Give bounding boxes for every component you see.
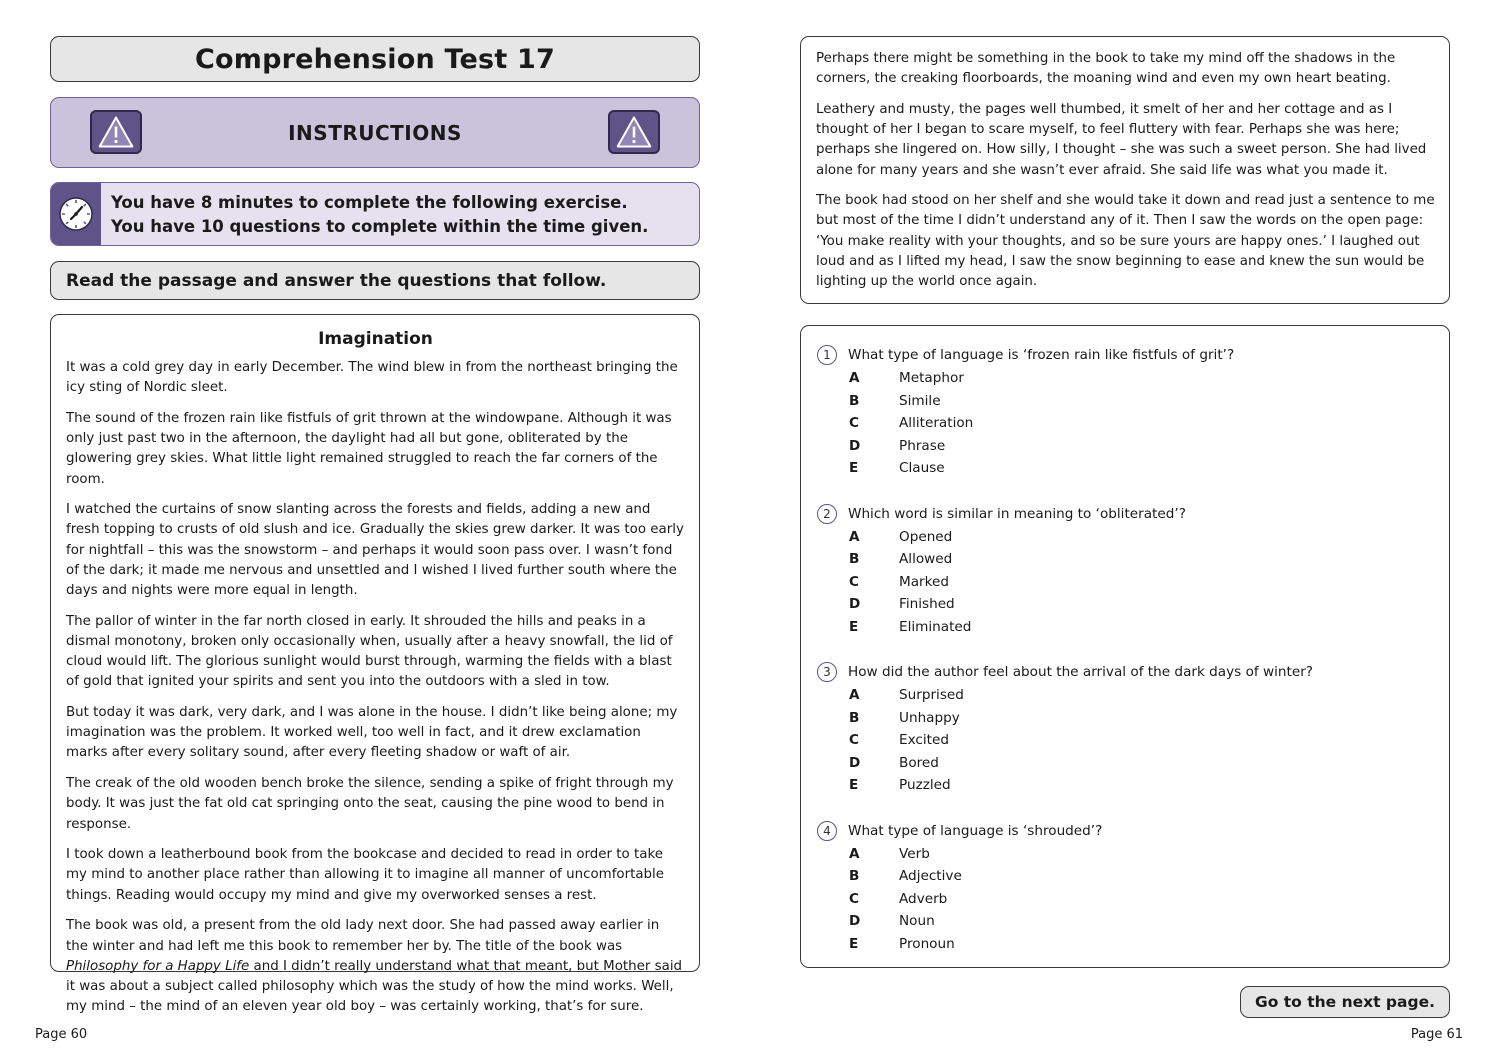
passage-title: Imagination xyxy=(318,329,433,349)
warning-triangle-icon xyxy=(608,110,660,154)
question-header xyxy=(817,343,1435,367)
question-header xyxy=(817,660,1435,684)
question-number-badge: 4 xyxy=(817,821,837,841)
option-text: Adjective xyxy=(899,868,962,885)
answer-option[interactable] xyxy=(817,457,1435,480)
option-letter: D xyxy=(849,913,861,930)
answer-option[interactable] xyxy=(817,571,1435,594)
option-letter: E xyxy=(849,935,859,952)
question-header xyxy=(817,502,1435,526)
passage-paragraph: The book had stood on her shelf and she would take it down and read just a sentence to me but most of the time I didn’t understand any of it. Then I saw the words on the open page: ‘You make reality with your thoughts, and so be sure yours are happy ones.’ I laughed out loud and as I lifted my head, I saw the snow beginning to ease and knew the sun would be lighting up the world once again. xyxy=(816,193,1435,290)
option-text: Simile xyxy=(899,392,941,409)
option-text: Marked xyxy=(899,573,950,590)
answer-option[interactable] xyxy=(817,752,1435,775)
passage-paragraph: Perhaps there might be something in the book to take my mind off the shadows in the corners, the creaking floorboards, the moaning wind and even my own heart beating. xyxy=(816,51,1396,87)
option-letter: B xyxy=(849,392,860,409)
option-text: Bored xyxy=(899,754,939,771)
answer-option[interactable] xyxy=(817,774,1435,797)
warning-triangle-icon xyxy=(90,110,142,154)
option-text: Allowed xyxy=(899,551,953,568)
option-letter: A xyxy=(849,370,860,387)
answer-option[interactable] xyxy=(817,616,1435,639)
passage-paragraph: The pallor of winter in the far north closed in early. It shrouded the hills and peaks in a dismal monotony, broken only occasionally when, usually after a heavy snowfall, the lid of cloud would lift. The glorious sunlight would burst through, warming the fields with a blast of gold that ignited your spirits and sent you into the outdoors with a sled in tow. xyxy=(66,613,673,690)
passage-continuation-panel xyxy=(800,36,1450,304)
option-text: Unhappy xyxy=(899,709,960,726)
question-number-badge: 1 xyxy=(817,345,837,365)
question-text: Which word is similar in meaning to ‘obliterated’? xyxy=(848,505,1186,522)
answer-option[interactable] xyxy=(817,843,1435,866)
option-letter: C xyxy=(849,415,859,432)
passage-paragraph: It was a cold grey day in early December. The wind blew in from the northeast bringing the icy sting of Nordic sleet. xyxy=(66,360,678,396)
option-text: Finished xyxy=(899,596,955,613)
option-letter: D xyxy=(849,754,861,771)
option-letter: E xyxy=(849,618,859,635)
answer-option[interactable] xyxy=(817,684,1435,707)
option-text: Eliminated xyxy=(899,618,972,635)
read-instruction-bar xyxy=(50,261,700,300)
book-title: Philosophy for a Happy Life xyxy=(66,958,250,974)
option-letter: D xyxy=(849,437,861,454)
instructions-label: INSTRUCTIONS xyxy=(288,120,462,145)
question-item xyxy=(817,343,1435,480)
passage-paragraph: The sound of the frozen rain like fistfuls of grit thrown at the windowpane. Although it was only just past two in the afternoon, the daylight had all but gone, obliterated by the glowering grey skies. What little light remained struggled to reach the far corners of the room. xyxy=(66,410,672,487)
timer-banner xyxy=(50,182,700,246)
question-item xyxy=(817,660,1435,797)
option-text: Excited xyxy=(899,732,949,749)
passage-paragraph: Leathery and musty, the pages well thumbed, it smelt of her and her cottage and as I thought of her I began to scare myself, to feel fluttery with fear. Perhaps she was here; perhaps she lingered on. How silly, I thought – she was such a sweet person. She had lived alone for many years and she wasn’t ever afraid. She said life was what you made it. xyxy=(816,101,1427,178)
option-text: Puzzled xyxy=(899,777,951,794)
passage-paragraph: The creak of the old wooden bench broke the silence, sending a spike of fright through my body. It was just the fat old cat springing onto the seat, causing the pine wood to bend in response. xyxy=(66,776,674,832)
question-count-text: You have 10 questions to complete within the time given. xyxy=(111,217,649,236)
test-title-bar xyxy=(50,36,700,82)
passage-paragraph: But today it was dark, very dark, and I was alone in the house. I didn’t like being alone; my imagination was the problem. It worked well, too well in fact, and it drew exclamation marks after every solitary sound, after every fleeting shadow or waft of air. xyxy=(66,705,678,761)
option-letter: B xyxy=(849,709,860,726)
time-limit-text: You have 8 minutes to complete the following exercise. xyxy=(111,193,628,212)
option-letter: B xyxy=(849,551,860,568)
option-text: Adverb xyxy=(899,890,948,907)
instructions-banner xyxy=(50,97,700,168)
answer-option[interactable] xyxy=(817,865,1435,888)
question-text: What type of language is ‘shrouded’? xyxy=(848,822,1103,839)
question-text: What type of language is ‘frozen rain like fistfuls of grit’? xyxy=(848,347,1235,363)
option-text: Surprised xyxy=(899,687,964,704)
answer-option[interactable] xyxy=(817,526,1435,549)
passage-paragraph xyxy=(66,916,685,1017)
option-letter: A xyxy=(849,845,860,862)
paragraph-text: The book was old, a present from the old lady next door. She had passed away earlier in the winter and had left me this book to remember her by. The title of the book was xyxy=(66,918,660,954)
answer-option[interactable] xyxy=(817,435,1435,458)
option-text: Clause xyxy=(899,460,945,477)
answer-option[interactable] xyxy=(817,548,1435,571)
option-letter: A xyxy=(849,528,860,545)
option-text: Verb xyxy=(899,845,930,862)
option-letter: A xyxy=(849,687,860,704)
passage-panel xyxy=(50,314,700,1015)
next-page-button[interactable]: Go to the next page. xyxy=(1240,986,1450,1018)
option-letter: C xyxy=(849,732,859,749)
question-item xyxy=(817,819,1435,956)
page-title: Comprehension Test 17 xyxy=(195,43,555,75)
option-text: Metaphor xyxy=(899,370,964,387)
question-text: How did the author feel about the arrival of the dark days of winter? xyxy=(848,664,1314,680)
questions-panel xyxy=(800,325,1450,968)
answer-option[interactable] xyxy=(817,910,1435,933)
passage-paragraph: I watched the curtains of snow slanting across the forests and fields, adding a new and fresh topping to crusts of old slush and ice. Gradually the skies grew darker. It was too early for nightfall – this was the snowstorm – and perhaps it would soon pass over. I wasn’t fond of the dark; it made me nervous and unsettled and I wished I lived further south where the days and nights were more equal in length. xyxy=(66,502,684,599)
option-letter: E xyxy=(849,777,859,794)
option-letter: D xyxy=(849,596,861,613)
answer-option[interactable] xyxy=(817,367,1435,390)
read-instruction-text: Read the passage and answer the questions that follow. xyxy=(66,270,607,291)
answer-option[interactable] xyxy=(817,888,1435,911)
question-header xyxy=(817,819,1435,843)
clock-icon xyxy=(51,183,101,245)
question-number-badge: 3 xyxy=(817,662,837,682)
passage-paragraph: I took down a leatherbound book from the bookcase and decided to read in order to take my mind to another place rather than allowing it to imagine all manner of uncomfortable things. Reading would occupy my mind and give my overworked senses a rest. xyxy=(66,847,665,903)
option-text: Noun xyxy=(899,913,935,930)
question-number-badge: 2 xyxy=(817,504,837,524)
timer-instructions xyxy=(111,191,648,239)
left-page-number: Page 60 xyxy=(35,1027,88,1042)
answer-option[interactable] xyxy=(817,593,1435,616)
option-letter: C xyxy=(849,573,859,590)
option-text: Pronoun xyxy=(899,935,955,952)
option-letter: C xyxy=(849,890,859,907)
option-text: Phrase xyxy=(899,437,946,454)
paragraph-text: and I didn’t really understand what that meant, but Mother said it was about a subject called philosophy which was the study of how the mind works. Well, my mind – the mind of an eleven year old boy – was certainly working, that’s for sure. xyxy=(66,958,683,1015)
answer-option[interactable] xyxy=(817,933,1435,956)
answer-option[interactable] xyxy=(817,412,1435,435)
right-page-number: Page 61 xyxy=(1410,1027,1463,1042)
answer-option[interactable] xyxy=(817,390,1435,413)
option-text: Alliteration xyxy=(899,415,974,432)
question-item xyxy=(817,502,1435,639)
answer-option[interactable] xyxy=(817,707,1435,730)
answer-option[interactable] xyxy=(817,729,1435,752)
option-letter: E xyxy=(849,460,859,477)
option-text: Opened xyxy=(899,528,953,545)
option-letter: B xyxy=(849,868,860,885)
